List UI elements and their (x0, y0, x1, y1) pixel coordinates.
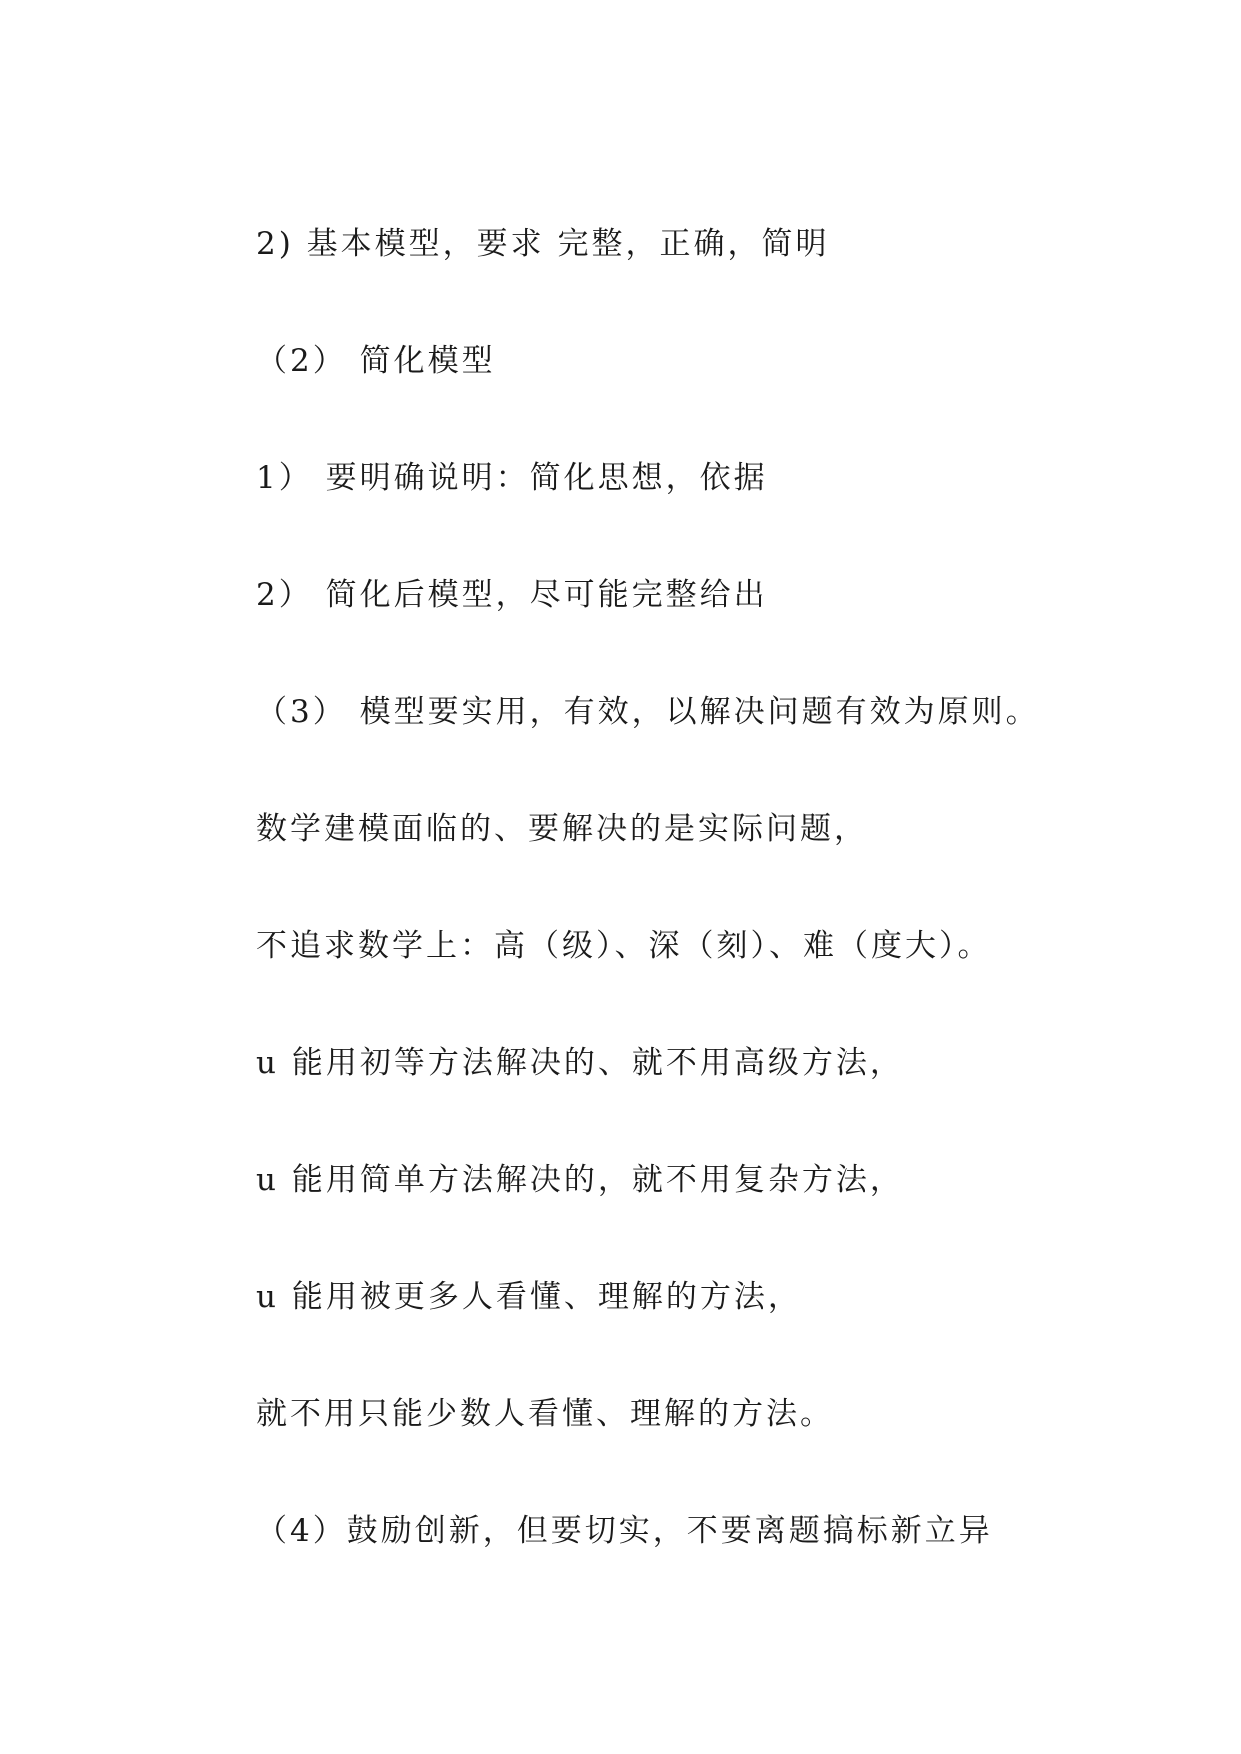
bullet-line: u 能用简单方法解决的，就不用复杂方法， (256, 1162, 904, 1198)
bullet-line: u 能用初等方法解决的、就不用高级方法， (256, 1045, 904, 1081)
bullet-line: u 能用被更多人看懂、理解的方法， (256, 1279, 802, 1315)
text-line: 2) 基本模型，要求 完整，正确，简明 (256, 226, 830, 262)
section-heading: （2） 简化模型 (256, 343, 496, 379)
text-line: 2） 简化后模型，尽可能完整给出 (256, 577, 768, 613)
section-heading: （3） 模型要实用，有效，以解决问题有效为原则。 (256, 694, 1040, 730)
text-line: 就不用只能少数人看懂、理解的方法。 (256, 1396, 834, 1432)
text-line: 1） 要明确说明：简化思想，依据 (256, 460, 768, 496)
text-line: 不追求数学上：高（级）、深（刻）、难（度大）。 (256, 928, 992, 964)
text-line: 数学建模面临的、要解决的是实际问题， (256, 811, 868, 847)
section-heading: （4）鼓励创新，但要切实，不要离题搞标新立异 (256, 1513, 993, 1549)
